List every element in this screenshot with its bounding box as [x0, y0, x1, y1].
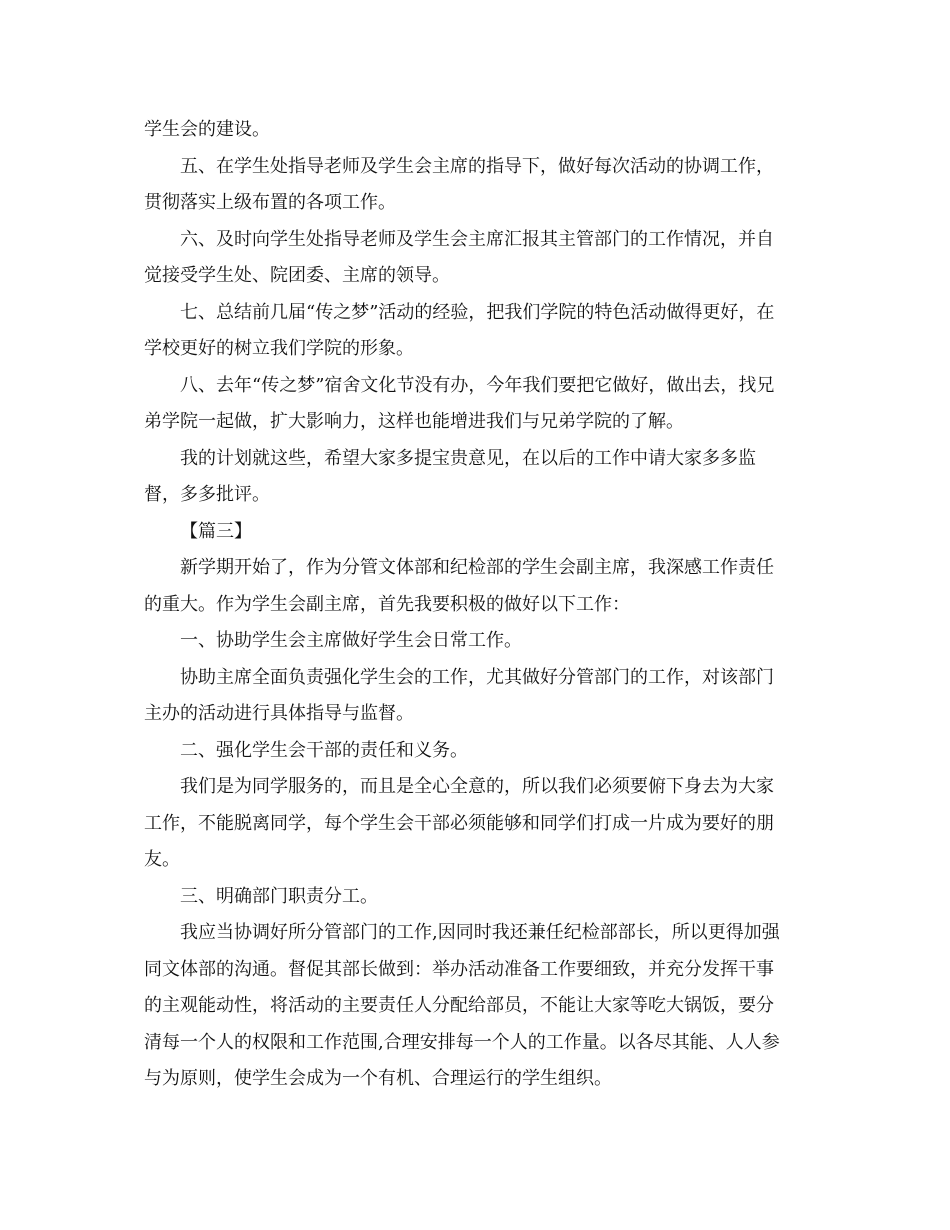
paragraph-line: 友。: [144, 849, 180, 870]
document-paragraph: [144, 112, 820, 149]
paragraph-line: 觉接受学生处、院团委、主席的领导。: [144, 265, 450, 286]
paragraph-line: 弟学院一起做，扩大影响力，这样也能增进我们与兄弟学院的了解。: [144, 411, 684, 432]
paragraph-line: 我应当协调好所分管部门的工作,因同时我还兼任纪检部部长，所以更得加强: [180, 922, 780, 943]
paragraph-line: 同文体部的沟通。督促其部长做到：举办活动准备工作要细致，并充分发挥干事: [144, 958, 774, 980]
paragraph-line: 主办的活动进行具体指导与监督。: [144, 703, 414, 724]
document-paragraph: [144, 769, 820, 879]
paragraph-line: 的主观能动性，将活动的主要责任人分配给部员，不能让大家等吃大锅饭，要分: [144, 995, 774, 1016]
paragraph-line: 【篇三】: [180, 520, 252, 542]
paragraph-line: 八、去年“传之梦”宿舍文化节没有办，今年我们要把它做好，做出去，找兄: [180, 374, 775, 396]
paragraph-line: 协助主席全面负责强化学生会的工作，尤其做好分管部门的工作，对该部门: [180, 666, 774, 688]
paragraph-line: 学生会的建设。: [144, 119, 270, 140]
document-paragraph: [144, 295, 820, 368]
document-body: [144, 112, 820, 1098]
paragraph-line: 我的计划就这些，希望大家多提宝贵意见，在以后的工作中请大家多多监: [180, 447, 756, 469]
document-paragraph: [144, 514, 820, 551]
document-paragraph: [144, 368, 820, 441]
document-paragraph: [144, 879, 820, 916]
paragraph-line: 的重大。作为学生会副主席，首先我要积极的做好以下工作：: [144, 593, 630, 615]
paragraph-line: 清每一个人的权限和工作范围,合理安排每一个人的工作量。以各尽其能、人人参: [144, 1031, 780, 1053]
document-paragraph: [144, 441, 820, 514]
paragraph-line: 一、协助学生会主席做好学生会日常工作。: [180, 630, 522, 651]
paragraph-line: 三、明确部门职责分工。: [180, 885, 378, 907]
paragraph-line: 二、强化学生会干部的责任和义务。: [180, 739, 468, 761]
document-paragraph: [144, 149, 820, 222]
document-paragraph: [144, 222, 820, 295]
paragraph-line: 七、总结前几届“传之梦”活动的经验，把我们学院的特色活动做得更好，在: [180, 301, 775, 323]
paragraph-line: 六、及时向学生处指导老师及学生会主席汇报其主管部门的工作情况，并自: [180, 228, 774, 250]
paragraph-line: 我们是为同学服务的，而且是全心全意的，所以我们必须要俯下身去为大家: [180, 776, 774, 797]
document-paragraph: [144, 550, 820, 623]
paragraph-line: 与为原则，使学生会成为一个有机、合理运行的学生组织。: [144, 1068, 612, 1089]
paragraph-line: 工作，不能脱离同学，每个学生会干部必须能够和同学们打成一片成为要好的朋: [144, 812, 774, 834]
document-paragraph: [144, 660, 820, 733]
document-paragraph: [144, 623, 820, 660]
paragraph-line: 督，多多批评。: [144, 484, 270, 505]
paragraph-line: 学校更好的树立我们学院的形象。: [144, 338, 414, 359]
paragraph-line: 贯彻落实上级布置的各项工作。: [144, 192, 396, 213]
document-paragraph: [144, 915, 820, 1098]
document-paragraph: [144, 733, 820, 770]
paragraph-line: 新学期开始了，作为分管文体部和纪检部的学生会副主席，我深感工作责任: [180, 557, 774, 578]
paragraph-line: 五、在学生处指导老师及学生会主席的指导下，做好每次活动的协调工作，: [180, 155, 774, 177]
